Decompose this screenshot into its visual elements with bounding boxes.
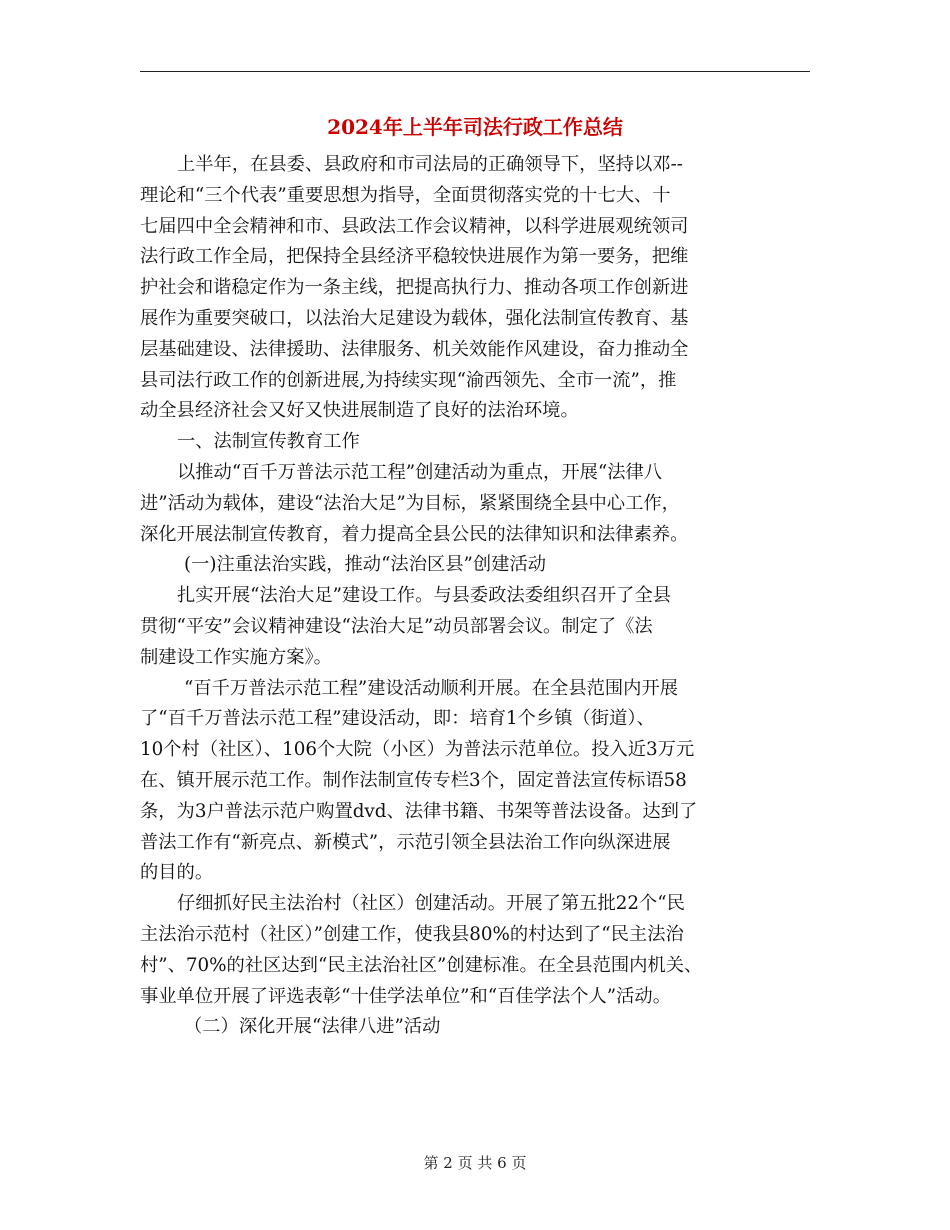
text-line: 了“百千万普法示范工程”建设活动，即：培育1个乡镇（街道）、 (140, 708, 655, 730)
text-line: 展作为重要突破口，以法治大足建设为载体，强化法制宣传教育、基 (140, 307, 689, 329)
text-line: 在、镇开展示范工作。制作法制宣传专栏3个，固定普法宣传标语58 (140, 769, 687, 791)
text-line: 上半年，在县委、县政府和市司法局的正确领导下，坚持以邓-- (177, 154, 683, 175)
text-line: 10个村（社区）、106个大院（小区）为普法示范单位。投入近3万元 (140, 739, 695, 761)
text-line: 护社会和谐稳定作为一条主线，把提高执行力、推动各项工作创新进 (140, 277, 689, 299)
document-body (140, 150, 812, 1043)
text-line: 进”活动为载体，建设“法治大足”为目标，紧紧围绕全县中心工作， (140, 492, 680, 514)
text-line: “百千万普法示范工程”建设活动顺利开展。在全县范围内开展 (184, 677, 679, 699)
text-line: 仔细抓好民主法治村（社区）创建活动。开展了第五批22个“民 (177, 893, 685, 915)
text-line: 深化开展法制宣传教育，着力提高全县公民的法律知识和法律素养。 (140, 523, 689, 545)
text-line: 理论和“三个代表”重要思想为指导，全面贯彻落实党的十七大、十 (140, 184, 671, 206)
text-line: 贯彻“平安”会议精神建设“法治大足”动员部署会议。制定了《法 (140, 615, 653, 637)
text-line: 一、法制宣传教育工作 (177, 431, 360, 453)
text-line: (一)注重法治实践，推动“法治区县”创建活动 (184, 554, 547, 576)
text-line: 普法工作有“新亮点、新模式”，示范引领全县法治工作向纵深进展 (140, 831, 671, 853)
text-line: 层基础建设、法律援助、法律服务、机关效能作风建设，奋力推动全 (140, 338, 689, 360)
text-line: 制建设工作实施方案》。 (140, 646, 332, 668)
text-line: 条，为3户普法示范户购置dvd、法律书籍、书架等普法设备。达到了 (140, 800, 698, 822)
text-line: 的目的。 (140, 862, 214, 884)
text-line: 事业单位开展了评选表彰“十佳学法单位”和“百佳学法个人”活动。 (140, 985, 671, 1007)
text-line: （二）深化开展“法律八进”活动 (184, 1016, 441, 1038)
text-line: 县司法行政工作的创新进展,为持续实现“渝西领先、全市一流”，推 (140, 369, 677, 391)
document-title: 2024年上半年司法行政工作总结 (327, 115, 623, 139)
header-rule (140, 71, 810, 72)
text-line: 七届四中全会精神和市、县政法工作会议精神，以科学进展观统领司 (140, 215, 689, 237)
text-line: 动全县经济社会又好又快进展制造了良好的法治环境。 (140, 400, 579, 422)
text-line: 主法治示范村（社区）”创建工作，使我县80%的村达到了“民主法治 (140, 923, 684, 945)
text-line: 以推动“百千万普法示范工程”创建活动为重点，开展“法律八 (177, 461, 663, 483)
text-line: 村”、70%的社区达到“民主法治社区”创建标准。在全县范围内机关、 (140, 954, 703, 976)
text-line: 扎实开展“法治大足”建设工作。与县委政法委组织召开了全县 (177, 585, 672, 607)
text-line: 法行政工作全局，把保持全县经济平稳较快进展作为第一要务，把维 (140, 246, 689, 268)
page-number: 第 2 页 共 6 页 (423, 1154, 527, 1172)
